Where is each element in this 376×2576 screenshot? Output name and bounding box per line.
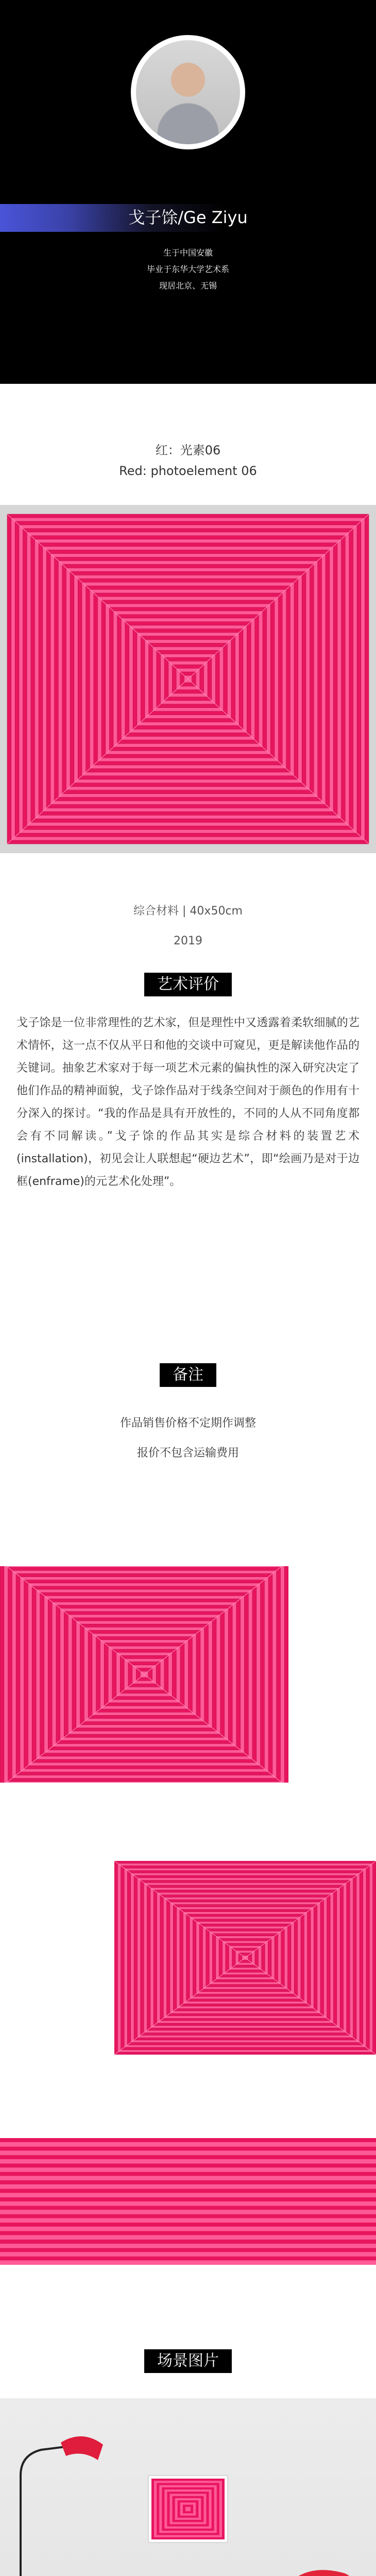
detail-stripe [0, 2240, 376, 2244]
detail-stripe [0, 2142, 376, 2146]
detail-stripe [0, 2138, 376, 2142]
detail-stripe [0, 2257, 376, 2261]
detail-stripe [0, 2163, 376, 2167]
detail-graphic-corner [0, 1566, 288, 1783]
artwork [7, 514, 369, 844]
notes-heading-label: 备注 [160, 1363, 216, 1387]
scene-lamp-shade [61, 2436, 103, 2460]
detail-stripe [0, 2210, 376, 2214]
detail-stripe [0, 2231, 376, 2235]
detail-image-center [114, 1861, 376, 2055]
detail-center [114, 1861, 376, 2055]
scene-lamp-arm [21, 2445, 82, 2576]
artwork-title-en: Red: photoelement 06 [119, 464, 257, 478]
detail-stripe [0, 2184, 376, 2189]
detail-stripe [0, 2146, 376, 2150]
artist-avatar [131, 35, 245, 149]
detail-stripe [0, 2189, 376, 2193]
detail-stripe [0, 2151, 376, 2155]
detail-image-stripes [0, 2138, 376, 2265]
detail-stripe [0, 2176, 376, 2180]
artist-portrait [136, 40, 240, 144]
review-heading-label: 艺术评价 [144, 973, 232, 996]
detail-stripe [0, 2206, 376, 2210]
scene-artwork-band [185, 2507, 191, 2511]
scene-artwork [151, 2479, 225, 2539]
detail-stripe [0, 2244, 376, 2248]
scene-graphic [0, 2398, 376, 2576]
artist-name: 戈子馀/Ge Ziyu [128, 208, 248, 227]
scene-armchair [288, 2570, 362, 2576]
detail-graphic-stripes [0, 2138, 376, 2265]
detail-stripe [0, 2197, 376, 2201]
notes-heading [0, 1363, 376, 1387]
scene-heading [0, 2349, 376, 2373]
detail-stripe [0, 2252, 376, 2256]
artwork-graphic [0, 505, 376, 853]
artwork-year: 2019 [174, 935, 202, 947]
review-text: 戈子馀是一位非常理性的艺术家，但是理性中又透露着柔软细腻的艺术情怀，这一点不仅从平日和他的交谈中可窥见，更是解读他作品的关键词。抽象艺术家对于每一项艺术元素的偏执性的深入研究决定了他们作品的精神面貌，戈子馀作品对于线条空间对于颜色的作用有十分深入的探讨。“我的作品是具有开放性的，不同的人从不同角度都会有不同解读。”戈子馀的作品其实是综合材料的装置艺术(installation)，初见会让人联想起“硬边艺术”，即“绘画乃是对于边框(enframe)的元艺术化处理”。 [16, 1016, 360, 1188]
detail-corner [0, 1566, 288, 1783]
detail-stripe [0, 2159, 376, 2163]
detail-stripe [0, 2223, 376, 2227]
detail-stripe [0, 2235, 376, 2240]
note-line: 报价不包含运输费用 [136, 1447, 239, 1460]
artwork-medium-size: 综合材料 | 40x50cm [133, 905, 243, 918]
detail-graphic-center [114, 1861, 376, 2055]
artwork-image [0, 505, 376, 853]
detail-stripe [0, 2248, 376, 2252]
scene-image [0, 2398, 376, 2576]
detail-stripe [0, 2172, 376, 2176]
detail-stripe [0, 2201, 376, 2206]
scene-heading-label: 场景图片 [144, 2349, 232, 2373]
detail-stripe [0, 2261, 376, 2265]
detail-stripe [0, 2227, 376, 2231]
detail-image-corner [0, 1566, 288, 1783]
artwork-title-cn: 红：光素06 [155, 443, 221, 457]
artist-bio-line: 生于中国安徽 [163, 248, 213, 258]
note-line: 作品销售价格不定期作调整 [119, 1417, 256, 1430]
review-heading [0, 973, 376, 996]
artist-bio-line: 毕业于东华大学艺术系 [146, 264, 229, 274]
detail-stripe [0, 2218, 376, 2223]
detail-stripe [0, 2155, 376, 2159]
detail-stripe [0, 2167, 376, 2172]
detail-stripe [0, 2180, 376, 2184]
detail-stripe [0, 2193, 376, 2197]
artist-bio-line: 现居北京、无锡 [159, 281, 217, 291]
detail-stripe [0, 2214, 376, 2218]
